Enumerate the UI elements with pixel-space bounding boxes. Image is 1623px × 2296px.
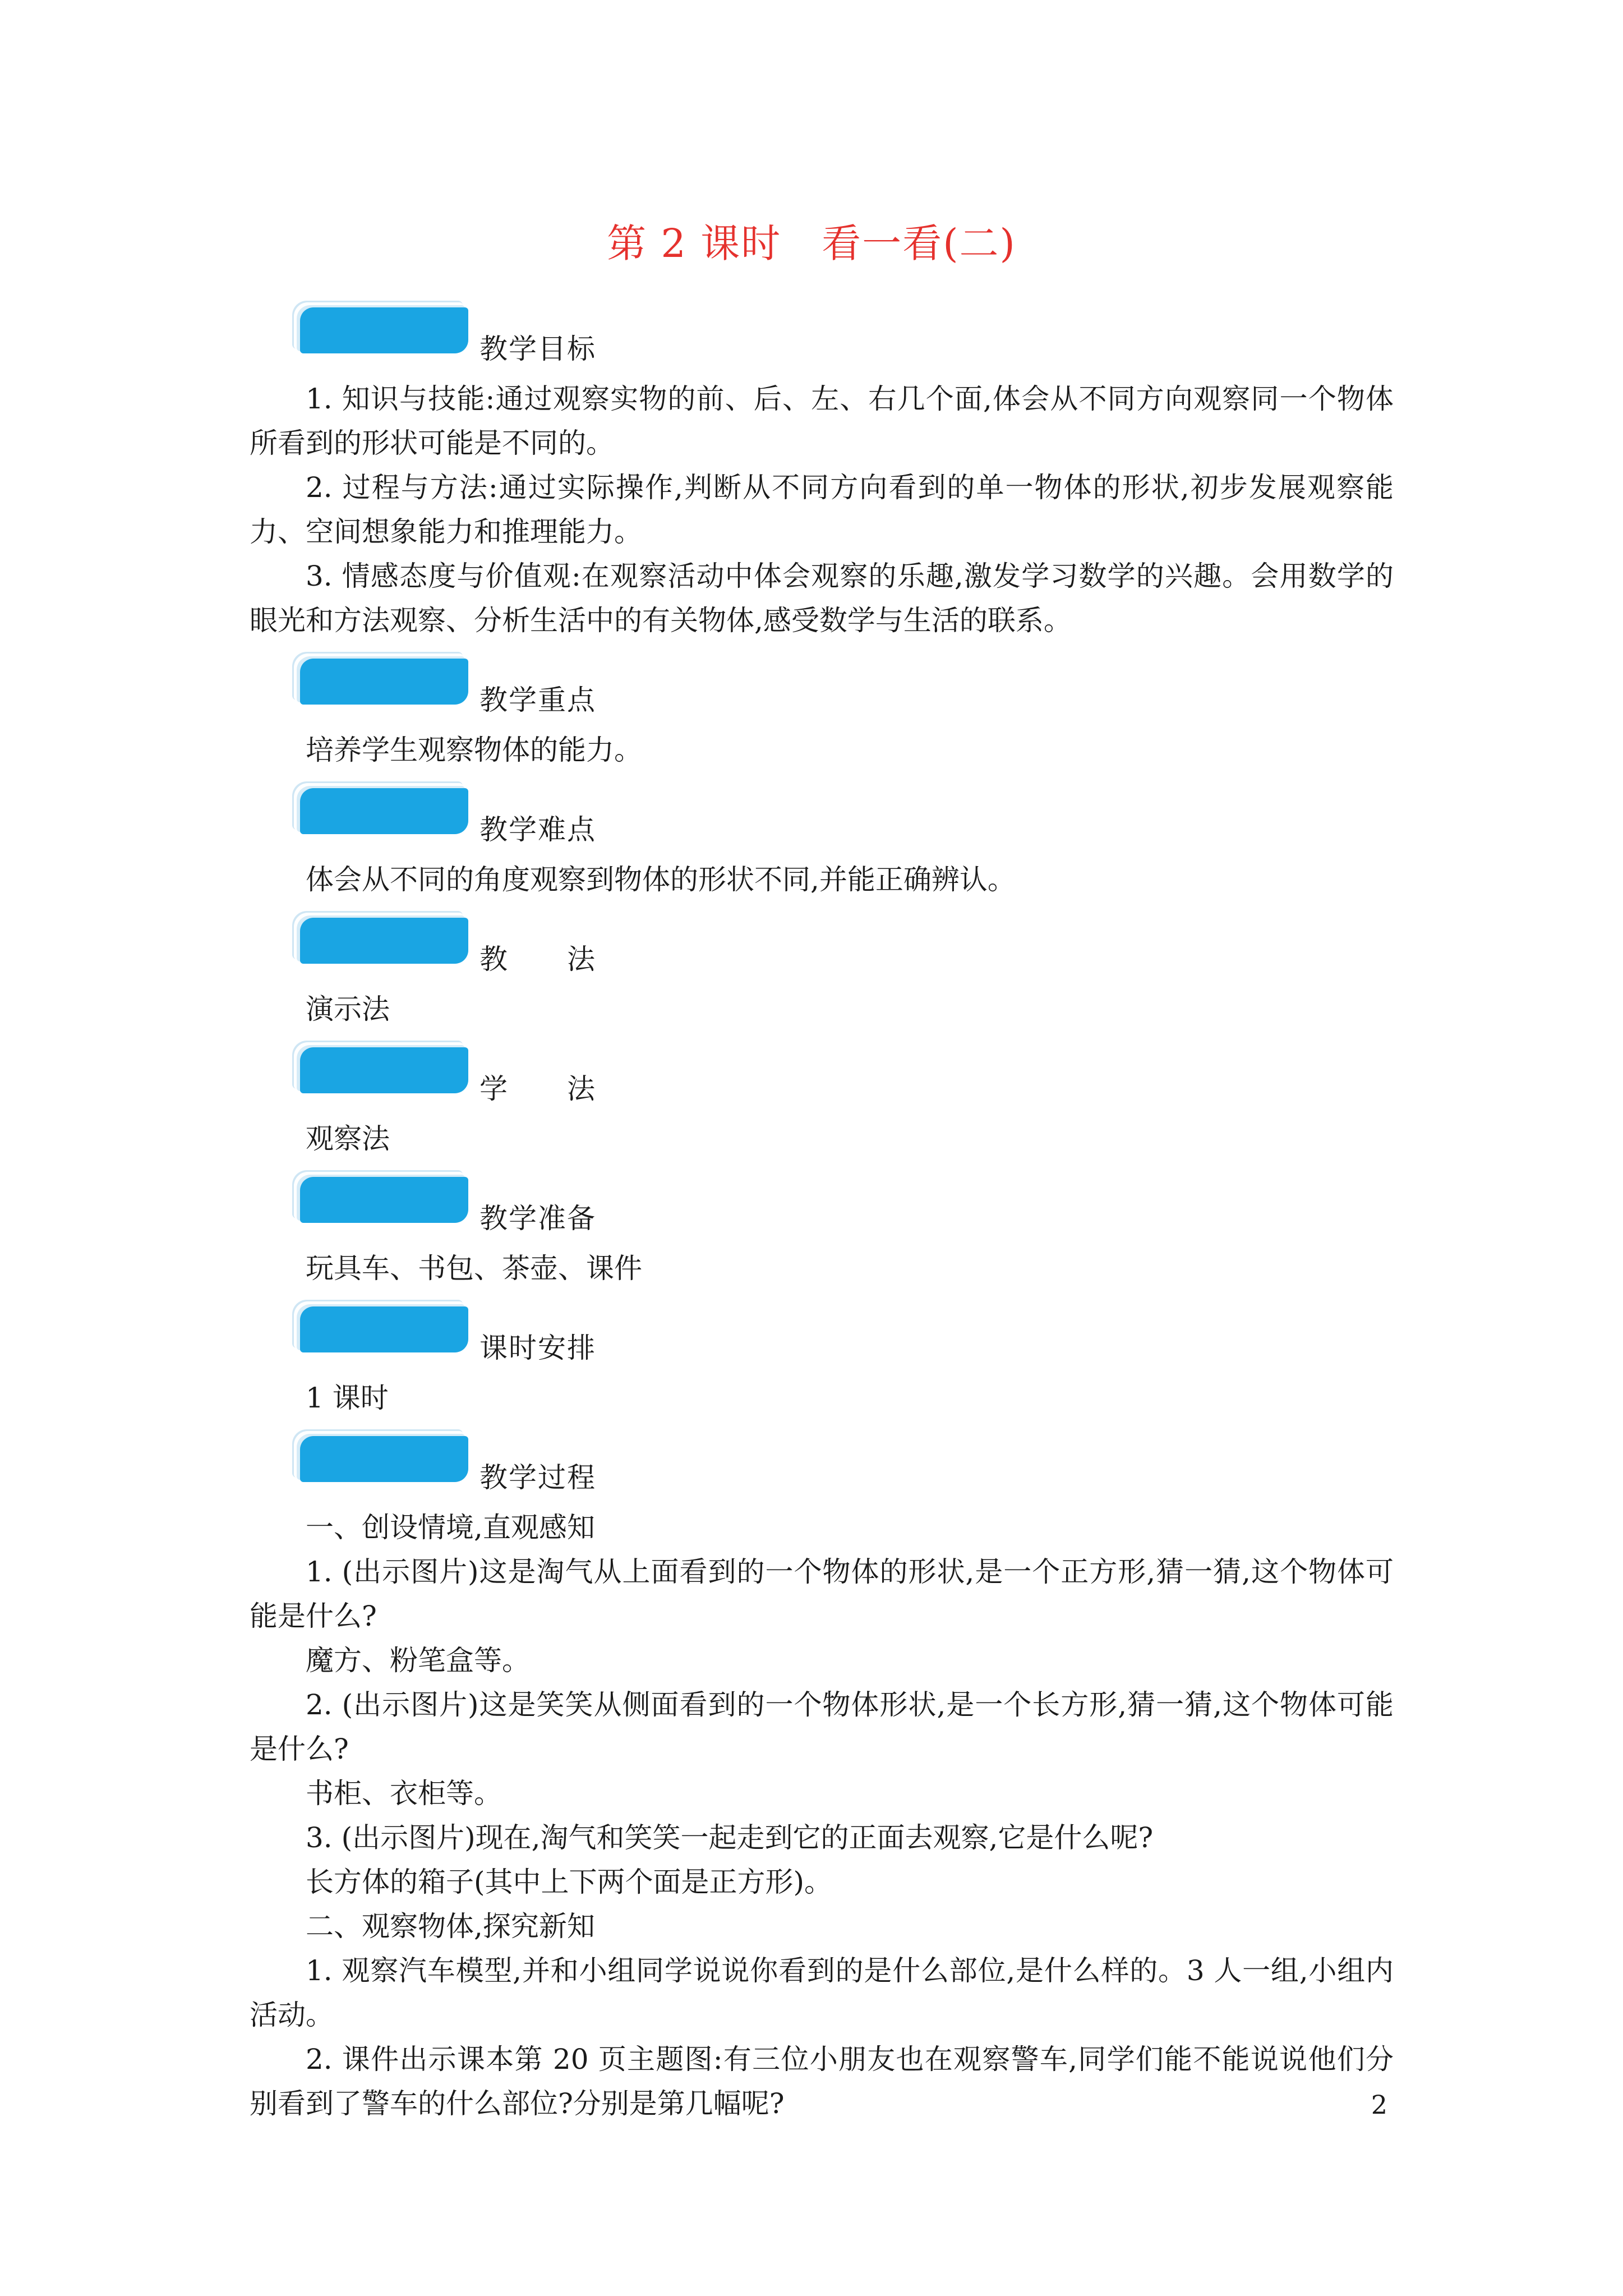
section-badge: [300, 1436, 468, 1482]
section-heading-schedule: [250, 1299, 1394, 1376]
paragraph: 1. 知识与技能:通过观察实物的前、后、左、右几个面,体会从不同方向观察同一个物体所看到的形状可能是不同的。: [250, 383, 1394, 459]
section-label: 教 法: [479, 943, 596, 976]
paragraph: 2. 课件出示课本第 20 页主题图:有三位小朋友也在观察警车,同学们能不能说说他们分别看到了警车的什么部位?分别是第几幅呢?: [250, 2043, 1394, 2120]
section-label: 教学重点: [479, 684, 596, 716]
paragraph: 体会从不同的角度观察到物体的形状不同,并能正确辨认。: [306, 863, 1016, 896]
section-label: 学 法: [479, 1073, 596, 1105]
section-heading-process: [250, 1428, 1394, 1506]
section-heading-preparation: [250, 1169, 1394, 1246]
paragraph: 观察法: [306, 1122, 390, 1155]
paragraph: 培养学生观察物体的能力。: [306, 734, 642, 766]
paragraph: 二、观察物体,探究新知: [306, 1910, 595, 1943]
section-label: 教学准备: [479, 1202, 596, 1235]
section-label: 教学过程: [479, 1461, 596, 1494]
section-badge: [300, 1177, 468, 1223]
page-title: 第 2 课时 看一看(二): [607, 220, 1016, 266]
paragraph: 2. 过程与方法:通过实际操作,判断从不同方向看到的单一物体的形状,初步发展观察能力、空间想象能力和推理能力。: [250, 471, 1394, 548]
section-badge: [300, 788, 468, 834]
section-heading-teaching-method: [250, 910, 1394, 987]
paragraph: 书柜、衣柜等。: [306, 1777, 502, 1810]
section-badge: [300, 307, 468, 353]
paragraph: 演示法: [306, 993, 390, 1025]
paragraph: 1 课时: [306, 1382, 389, 1414]
paragraph: 1. 观察汽车模型,并和小组同学说说你看到的是什么部位,是什么样的。3 人一组,小组内活动。: [250, 1954, 1394, 2031]
section-badge: [300, 659, 468, 705]
paragraph: 3. (出示图片)现在,淘气和笑笑一起走到它的正面去观察,它是什么呢?: [306, 1821, 1154, 1854]
section-heading-difficulties: [250, 780, 1394, 858]
section-label: 教学目标: [479, 333, 596, 365]
paragraph: 玩具车、书包、茶壶、课件: [306, 1252, 642, 1285]
paragraph: 长方体的箱子(其中上下两个面是正方形)。: [306, 1866, 833, 1898]
section-heading-key-points: [250, 651, 1394, 728]
paragraph: 3. 情感态度与价值观:在观察活动中体会观察的乐趣,激发学习数学的兴趣。会用数学的眼光和方法观察、分析生活中的有关物体,感受数学与生活的联系。: [250, 560, 1394, 637]
section-heading-learning-method: [250, 1039, 1394, 1117]
section-badge: [300, 1047, 468, 1093]
section-heading-objectives: [250, 300, 1394, 377]
section-label: 教学难点: [479, 813, 596, 846]
document-body: [250, 292, 1394, 2126]
section-label: 课时安排: [479, 1332, 596, 1364]
paragraph: 2. (出示图片)这是笑笑从侧面看到的一个物体形状,是一个长方形,猜一猜,这个物体可能是什么?: [250, 1688, 1394, 1765]
paragraph: 一、创设情境,直观感知: [306, 1511, 595, 1544]
paragraph: 1. (出示图片)这是淘气从上面看到的一个物体的形状,是一个正方形,猜一猜,这个物体可能是什么?: [250, 1556, 1394, 1632]
page-number: 2: [1371, 2090, 1387, 2120]
section-badge: [300, 1306, 468, 1352]
section-badge: [300, 918, 468, 964]
paragraph: 魔方、粉笔盒等。: [306, 1644, 530, 1677]
